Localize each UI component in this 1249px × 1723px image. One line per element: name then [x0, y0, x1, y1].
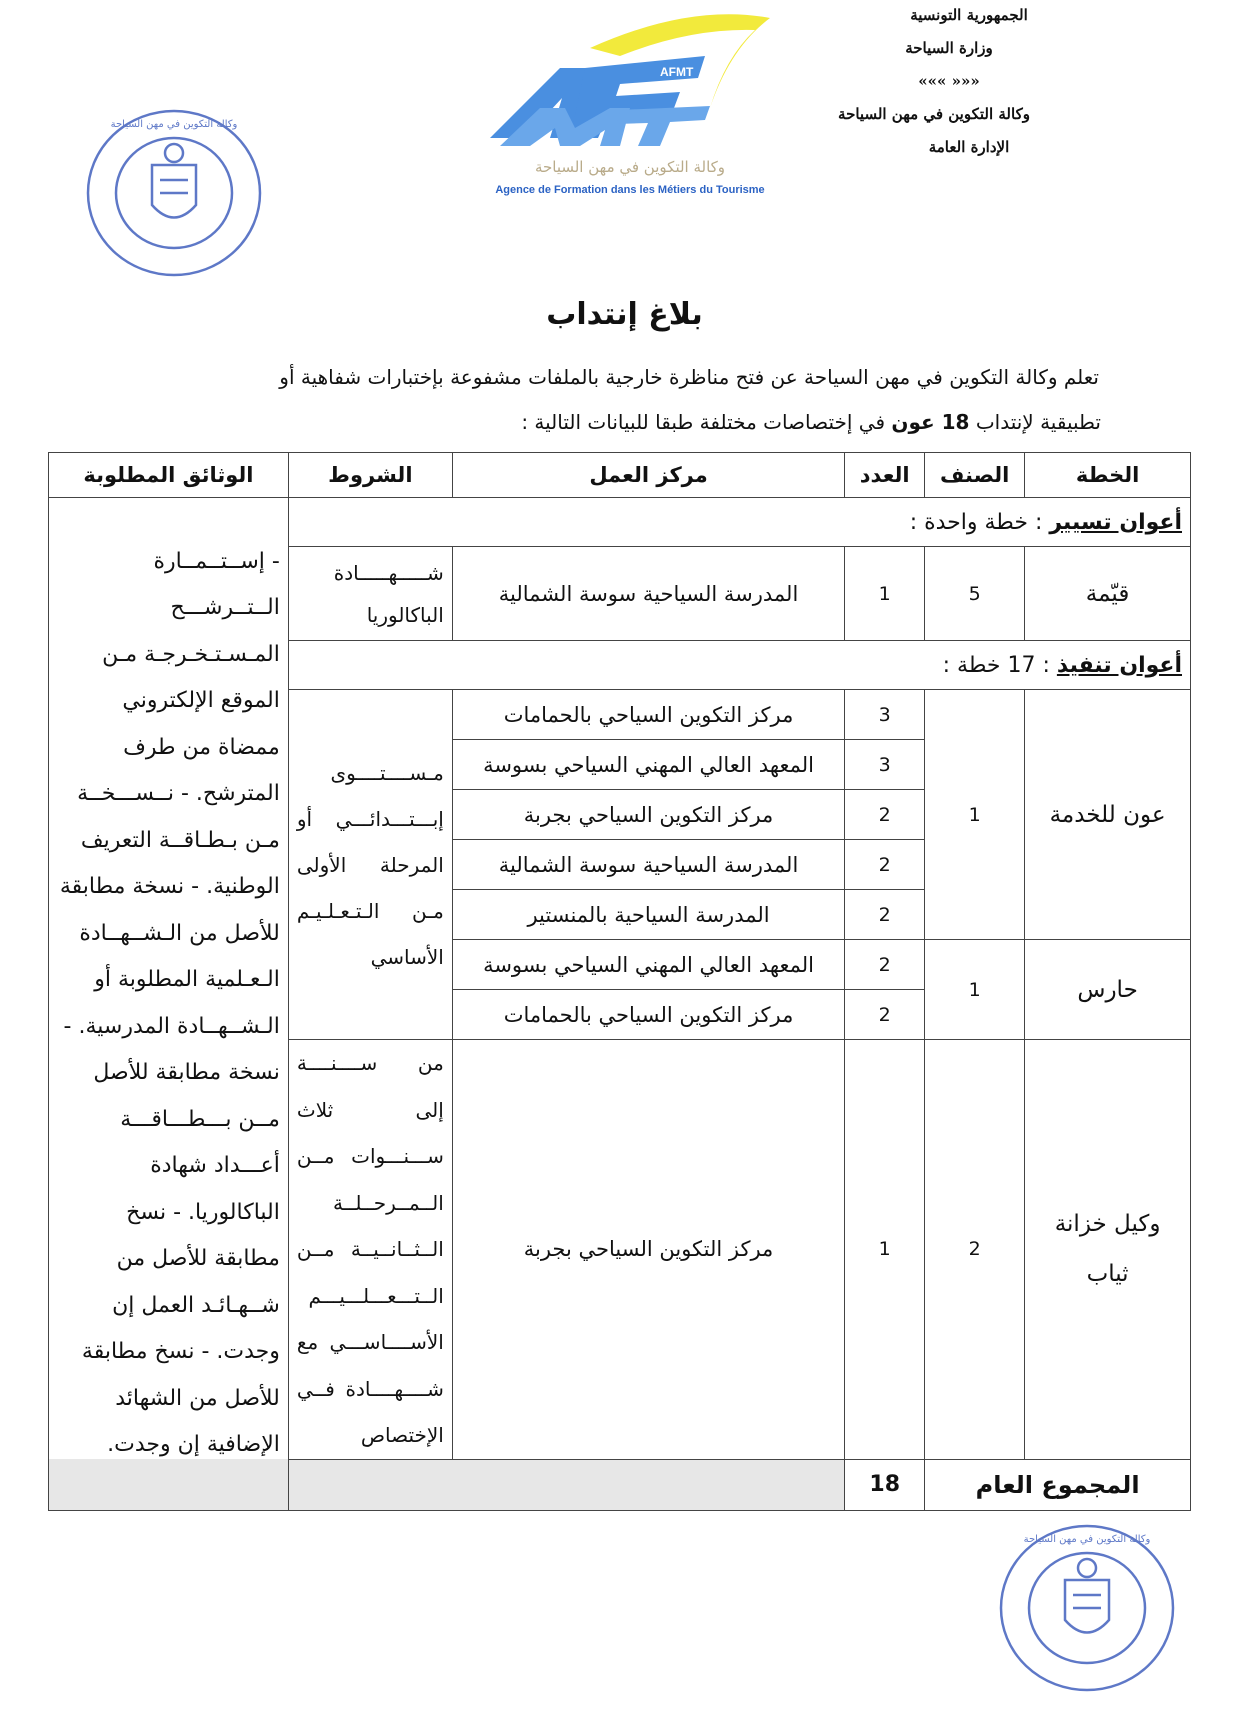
workplace-cloakroom: مركز التكوين السياحي بجربة — [452, 1040, 844, 1460]
intro-line-2 — [141, 410, 1101, 434]
header-documents: الوثائق المطلوبة — [49, 453, 289, 498]
section-execution-name: أعوان تنفيذ — [1056, 652, 1182, 678]
section-execution-rest: : 17 خطة : — [942, 652, 1050, 678]
grade-cloakroom: 2 — [925, 1040, 1025, 1460]
workplace-service-2: المعهد العالي المهني السياحي بسوسة — [452, 740, 844, 790]
conditions-cloakroom: من ســــنــــة إلى ثلاث ســـنـــوات مــن الــمــرحــلــة الــثــانــيــة مــن الــتـــعـــلـــيـــم الأســــاســـي مع شــــهــــادة فــي الإختصاص — [288, 1040, 452, 1460]
page-title: بلاغ إنتداب — [546, 297, 703, 332]
header-count: العدد — [845, 453, 925, 498]
required-documents: - إســتــمــارة الــتــرشـــح المـسـتـخـرجـة مـن الموقع الإلكتروني ممضاة من طرف المترشح. - نــســـخــة مـن بـطـاقــة التعريف الوطنية. - نسخة مطابقة للأصل من الـشــهــادة الـعـلمية المطلوبة أو الـشــهــادة المدرسية. - نسخة مطابقة للأصل مــن بـــطـــاقـــة أعـــداد شهادة الباكالوريا. - نسخ مطابقة للأصل من شــهـائـد العمل إن وجدت. - نسخ مطابقة للأصل من الشهائد الإضافية إن وجدت. — [49, 498, 289, 1511]
grade-guard: 1 — [925, 940, 1025, 1040]
conditions-service-guard: مـســــتــــوى إبـــتـــدائـــي أو المرحلة الأولى مـن الـتـعـلـيـم الأساسي — [288, 690, 452, 1040]
workplace-guard-2: مركز التكوين السياحي بالحمامات — [452, 990, 844, 1040]
section-management — [288, 498, 1190, 547]
afmt-logo-mark — [470, 8, 790, 158]
plan-cloakroom: وكيل خزانة ثياب — [1025, 1040, 1191, 1460]
afmt-logo — [470, 8, 790, 208]
count-service-5: 2 — [845, 890, 925, 940]
count-qayyima: 1 — [845, 547, 925, 641]
logo-french-name: Agence de Formation dans les Métiers du Tourisme — [495, 184, 765, 196]
ministry-line: وزارة السياحة — [905, 39, 993, 57]
intro-line-2-pre: تطبيقية لإنتداب — [969, 410, 1101, 434]
recruitment-table — [48, 452, 1191, 1511]
section-execution — [288, 641, 1190, 690]
count-service-3: 2 — [845, 790, 925, 840]
total-label: المجموع العام — [925, 1459, 1191, 1510]
republic-line: الجمهورية التونسية — [910, 6, 1028, 24]
intro-line-2-post: في إختصاصات مختلفة طبقا للبيانات التالية : — [521, 410, 892, 434]
intro-line-2-bold: 18 عون — [891, 410, 970, 434]
header-grade: الصنف — [925, 453, 1025, 498]
table-header-row — [49, 453, 1191, 498]
count-guard-2: 2 — [845, 990, 925, 1040]
workplace-guard-1: المعهد العالي المهني السياحي بسوسة — [452, 940, 844, 990]
workplace-qayyima: المدرسة السياحية سوسة الشمالية — [452, 547, 844, 641]
grade-service: 1 — [925, 690, 1025, 940]
count-guard-1: 2 — [845, 940, 925, 990]
workplace-service-3: مركز التكوين السياحي بجربة — [452, 790, 844, 840]
intro-line-1: تعلم وكالة التكوين في مهن السياحة عن فتح مناظرة خارجية بالملفات مشفوعة بإختبارات شفاهية أو — [279, 365, 1099, 389]
logo-mark-text: AFMT — [660, 65, 694, 79]
plan-guard: حارس — [1025, 940, 1191, 1040]
header-plan: الخطة — [1025, 453, 1191, 498]
official-stamp — [82, 105, 267, 280]
count-service-2: 3 — [845, 740, 925, 790]
logo-arabic-name: وكالة التكوين في مهن السياحة — [534, 158, 726, 176]
official-stamp-bottom — [995, 1520, 1180, 1695]
workplace-service-5: المدرسة السياحية بالمنستير — [452, 890, 844, 940]
header-workplace: مركز العمل — [452, 453, 844, 498]
letterhead — [819, 8, 1079, 155]
count-service-1: 3 — [845, 690, 925, 740]
agency-line: وكالة التكوين في مهن السياحة — [838, 105, 1030, 123]
count-cloakroom: 1 — [845, 1040, 925, 1460]
workplace-service-1: مركز التكوين السياحي بالحمامات — [452, 690, 844, 740]
direction-line: الإدارة العامة — [928, 138, 1010, 156]
workplace-service-4: المدرسة السياحية سوسة الشمالية — [452, 840, 844, 890]
separator-line: ««« »»» — [918, 72, 980, 90]
conditions-qayyima: شـــــهـــــادة الباكالوريا — [288, 547, 452, 641]
count-service-4: 2 — [845, 840, 925, 890]
stamp-text-bottom: وكالة التكوين في مهن السياحة — [1023, 1534, 1151, 1545]
section-management-name: أعوان تسيير — [1049, 509, 1182, 535]
plan-service: عون للخدمة — [1025, 690, 1191, 940]
grade-qayyima: 5 — [925, 547, 1025, 641]
total-value: 18 — [845, 1459, 925, 1510]
section-management-rest: : خطة واحدة : — [909, 509, 1043, 535]
stamp-text: وكالة التكوين في مهن السياحة — [110, 119, 238, 130]
section-row-management — [49, 498, 1191, 547]
plan-qayyima: قيّمة — [1025, 547, 1191, 641]
header-conditions: الشروط — [288, 453, 452, 498]
